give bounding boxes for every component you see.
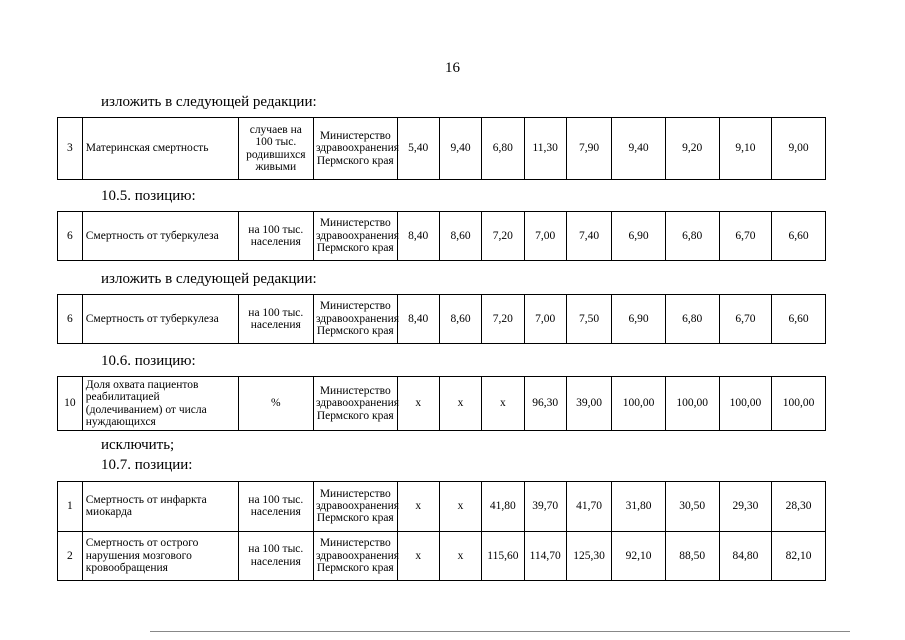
value-cell: 100,00 xyxy=(665,377,719,431)
table-row xyxy=(58,531,826,581)
value-cell: 6,80 xyxy=(665,295,719,344)
responsible-org-cell: Министерство здравоохранения Пермского края xyxy=(313,212,397,261)
table-tb-mortality-new xyxy=(57,294,826,344)
responsible-org-cell: Министерство здравоохранения Пермского края xyxy=(313,482,397,532)
value-cell: 9,40 xyxy=(439,118,481,180)
table-cardio-mortality xyxy=(57,481,826,581)
table-row xyxy=(58,482,826,532)
value-cell: 9,10 xyxy=(719,118,772,180)
value-cell: x xyxy=(397,482,439,532)
value-cell: 8,40 xyxy=(397,212,439,261)
indicator-name-cell: Смертность от инфаркта миокарда xyxy=(82,482,238,532)
value-cell: 9,00 xyxy=(772,118,826,180)
row-number-cell: 10 xyxy=(58,377,83,431)
table-row xyxy=(58,212,826,261)
value-cell: 100,00 xyxy=(719,377,772,431)
indicator-name-cell: Доля охвата пациентов реабилитацией (долечиванием) от числа нуждающихся xyxy=(82,377,238,431)
responsible-org-cell: Министерство здравоохранения Пермского края xyxy=(313,118,397,180)
value-cell: 96,30 xyxy=(524,377,566,431)
value-cell: 41,80 xyxy=(482,482,524,532)
value-cell: 115,60 xyxy=(482,531,524,581)
value-cell: 100,00 xyxy=(772,377,826,431)
value-cell: x xyxy=(439,531,481,581)
table-row xyxy=(58,118,826,180)
indicator-name-cell: Материнская смертность xyxy=(82,118,238,180)
footer-divider xyxy=(150,631,850,632)
responsible-org-cell: Министерство здравоохранения Пермского края xyxy=(313,531,397,581)
value-cell: 6,80 xyxy=(482,118,524,180)
value-cell: 114,70 xyxy=(524,531,566,581)
value-cell: 7,20 xyxy=(482,212,524,261)
value-cell: 6,60 xyxy=(772,212,826,261)
indicator-name-cell: Смертность от острого нарушения мозгового кровообращения xyxy=(82,531,238,581)
value-cell: 6,60 xyxy=(772,295,826,344)
heading-edit-1: изложить в следующей редакции: xyxy=(101,94,317,110)
heading-edit-2: изложить в следующей редакции: xyxy=(101,271,317,287)
row-number-cell: 6 xyxy=(58,295,83,344)
value-cell: 7,00 xyxy=(524,212,566,261)
table-row xyxy=(58,295,826,344)
table-rehabilitation-coverage xyxy=(57,376,826,431)
row-number-cell: 3 xyxy=(58,118,83,180)
indicator-name-cell: Смертность от туберкулеза xyxy=(82,295,238,344)
value-cell: 11,30 xyxy=(524,118,566,180)
value-cell: 7,40 xyxy=(566,212,611,261)
value-cell: 7,50 xyxy=(566,295,611,344)
value-cell: 100,00 xyxy=(612,377,666,431)
value-cell: 7,00 xyxy=(524,295,566,344)
row-number-cell: 1 xyxy=(58,482,83,532)
value-cell: 6,70 xyxy=(719,212,772,261)
value-cell: 8,40 xyxy=(397,295,439,344)
value-cell: x xyxy=(482,377,524,431)
value-cell: 29,30 xyxy=(719,482,772,532)
value-cell: 8,60 xyxy=(439,212,481,261)
table-tb-mortality-old xyxy=(57,211,826,261)
value-cell: 92,10 xyxy=(612,531,666,581)
value-cell: 6,90 xyxy=(612,295,666,344)
row-number-cell: 2 xyxy=(58,531,83,581)
unit-cell: на 100 тыс. населения xyxy=(238,531,313,581)
value-cell: 125,30 xyxy=(566,531,611,581)
value-cell: x xyxy=(439,482,481,532)
value-cell: 41,70 xyxy=(566,482,611,532)
value-cell: 88,50 xyxy=(665,531,719,581)
value-cell: 39,00 xyxy=(566,377,611,431)
value-cell: 28,30 xyxy=(772,482,826,532)
value-cell: 6,90 xyxy=(612,212,666,261)
value-cell: 30,50 xyxy=(665,482,719,532)
value-cell: 82,10 xyxy=(772,531,826,581)
value-cell: 31,80 xyxy=(612,482,666,532)
page-number: 16 xyxy=(445,60,460,76)
unit-cell: на 100 тыс. населения xyxy=(238,482,313,532)
heading-10-7: 10.7. позиции: xyxy=(101,457,193,473)
unit-cell: случаев на 100 тыс. родившихся живыми xyxy=(238,118,313,180)
heading-10-6: 10.6. позицию: xyxy=(101,353,196,369)
unit-cell: % xyxy=(238,377,313,431)
value-cell: 7,20 xyxy=(482,295,524,344)
responsible-org-cell: Министерство здравоохранения Пермского края xyxy=(313,295,397,344)
value-cell: x xyxy=(397,377,439,431)
value-cell: 9,40 xyxy=(612,118,666,180)
value-cell: 39,70 xyxy=(524,482,566,532)
value-cell: 6,70 xyxy=(719,295,772,344)
unit-cell: на 100 тыс. населения xyxy=(238,212,313,261)
table-maternal-mortality xyxy=(57,117,826,180)
value-cell: 5,40 xyxy=(397,118,439,180)
value-cell: 9,20 xyxy=(665,118,719,180)
value-cell: 84,80 xyxy=(719,531,772,581)
unit-cell: на 100 тыс. населения xyxy=(238,295,313,344)
value-cell: x xyxy=(439,377,481,431)
value-cell: x xyxy=(397,531,439,581)
heading-10-5: 10.5. позицию: xyxy=(101,188,196,204)
value-cell: 7,90 xyxy=(566,118,611,180)
row-number-cell: 6 xyxy=(58,212,83,261)
value-cell: 8,60 xyxy=(439,295,481,344)
responsible-org-cell: Министерство здравоохранения Пермского края xyxy=(313,377,397,431)
table-row xyxy=(58,377,826,431)
indicator-name-cell: Смертность от туберкулеза xyxy=(82,212,238,261)
value-cell: 6,80 xyxy=(665,212,719,261)
heading-exclude: исключить; xyxy=(101,437,175,453)
